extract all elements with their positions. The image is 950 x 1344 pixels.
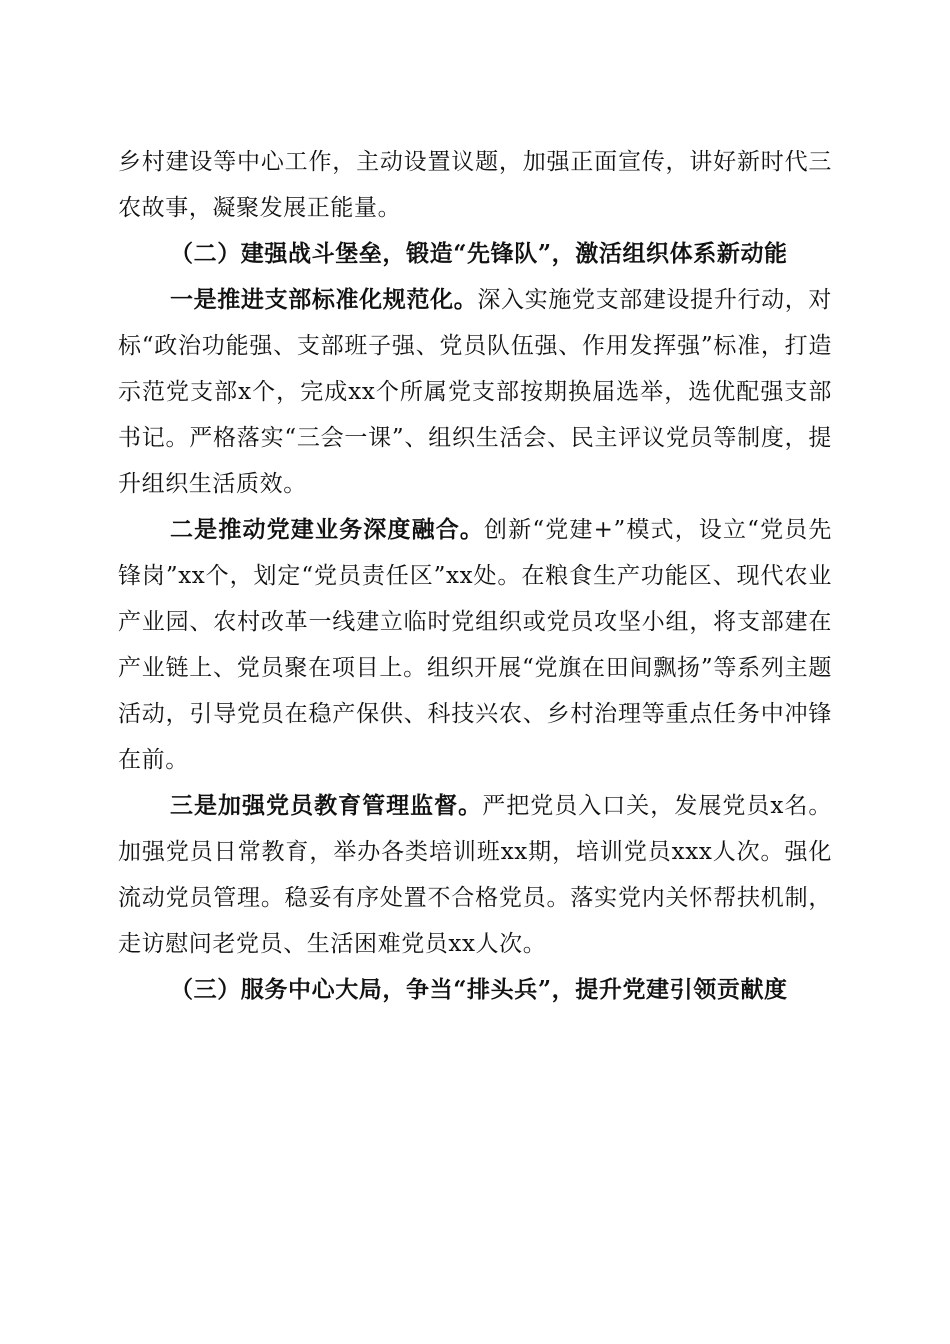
- paragraph-text: 深入实施党支部建设提升行动，对标“政治功能强、支部班子强、党员队伍强、作用发挥强”标准，打造示范党支部x个，完成xx个所属党支部按期换届选举，选优配强支部书记。严格落实“三会一课”、组织生活会、民主评议党员等制度，提升组织生活质效。: [118, 287, 832, 497]
- paragraph-text: 创新“党建+”模式，设立“党员先锋岗”xx个，划定“党员责任区”xx处。在粮食生产功能区、现代农业产业园、农村改革一线建立临时党组织或党员攻坚小组，将支部建在产业链上、党员聚在项目上。组织开展“党旗在田间飘扬”等系列主题活动，引导党员在稳产保供、科技兴农、乡村治理等重点任务中冲锋在前。: [118, 517, 832, 773]
- paragraph-text: 严把党员入口关，发展党员x名。加强党员日常教育，举办各类培训班xx期，培训党员xxx人次。强化流动党员管理。稳妥有序处置不合格党员。落实党内关怀帮扶机制，走访慰问老党员、生活困难党员xx人次。: [118, 793, 832, 957]
- document-body: [118, 139, 832, 1013]
- body-paragraph-3: [118, 783, 832, 967]
- paragraph-lead: 一是推进支部标准化规范化。: [170, 286, 478, 313]
- heading-text: （三）服务中心大局，争当“排头兵”，提升党建引领贡献度: [170, 976, 788, 1003]
- body-paragraph-2: [118, 507, 832, 783]
- section-heading-2: [118, 231, 832, 277]
- paragraph-lead: 二是推动党建业务深度融合。: [170, 516, 485, 543]
- body-paragraph-continuation: [118, 139, 832, 231]
- section-heading-3: [118, 967, 832, 1013]
- heading-text: （二）建强战斗堡垒，锻造“先锋队”，激活组织体系新动能: [170, 240, 788, 267]
- body-paragraph-1: [118, 277, 832, 507]
- paragraph-text: 乡村建设等中心工作，主动设置议题，加强正面宣传，讲好新时代三农故事，凝聚发展正能量。: [118, 149, 832, 221]
- paragraph-lead: 三是加强党员教育管理监督。: [170, 792, 483, 819]
